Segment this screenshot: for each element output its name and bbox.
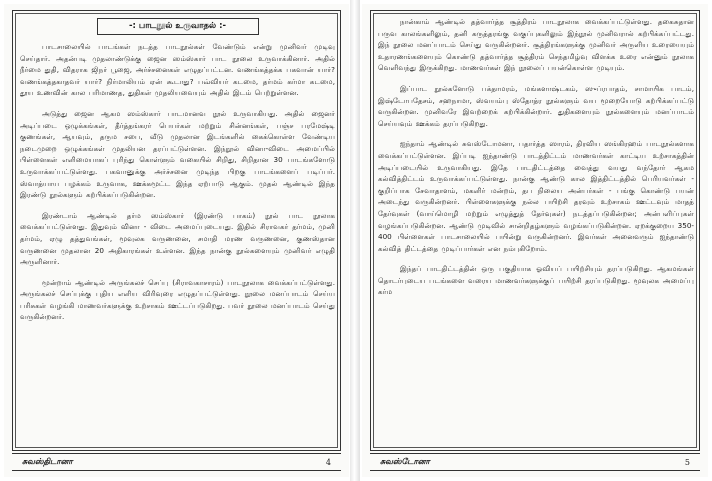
book-spine (350, 0, 360, 481)
left-paragraph-4: மூன்றாம் ஆண்டில் அருங்கலச் செப்பு (சிராவகாசாரம்) பாடநூலாக வைக்கப்பட்டுள்ளது. அருங்கலச் செப்புக்கு புதிய எளிய விரிவுரை எழுதப்பட்டுள்ளது. நூலை மனப்பாடம் செய்ய பரிசுகள் வழங்கி மாணவர்களுக்கு உற்சாகம் ஊட்டப்படுகிறது. பவர் நூலை மனப்பாடம் செய்து வருகின்றனர். (20, 277, 335, 322)
left-paragraph-3: இரண்டாம் ஆண்டில் தர்ம ஸம்ஸ்கார் (இரண்டு பாகம்) நூல் பாட நூலாக வைக்கப்பட்டுள்ளது. இதுவும் வினா - விடை அமைப்புடையது. இதில் சிராவகர் தர்மம், முனி தர்மம், ஏழு தத்துவங்கள், மூவுலக வருணனை, சமாதி மரண வருணனை, குணஸ்தான வருணனை முதலான 20 அதிகாரங்கள் உள்ளன. இந்த நான்கு நூல்களையும் முனிவர் எழுதி அருளினார். (20, 210, 335, 267)
right-paragraph-4: இந்தப் பாடதிட்டத்தின் ஒரு பகுதியாக ஓவியப் பயிற்சியும் தரப்படுகிறது. ஆகமங்கள் தொடர்புடைய படங்களை வரைய மாணவர்களுக்குப் பயிற்சி தரப்படுகிறது. மூவுலக அமைப்பு கர்ம (378, 264, 694, 297)
left-page (4, 4, 349, 477)
page-number: 4 (325, 457, 331, 467)
right-page-content (378, 16, 694, 447)
left-paragraph-2: அடுத்து ஜைன ஆகம ஸம்ஸ்கார் பாடமானவ நூல் உருவாகியது. அதில் ஜைனர் அடிப்படை ஒழுக்கங்கள், தீர்த்தங்கரர் பெயர்கள் மற்றும் சின்னங்கள், பஞ்ச பரமேஷ்டி குணங்கள், ஆயவும், தரும சபை, வீடு முதலான இடங்களில் கைக்கொள்ள வேண்டிய நடைமுறை ஒழுக்கங்கள் முதலியன தரப்பட்டுள்ளன. இந்நூல் வினா-விடை அமைப்பில் பிள்ளைகள் எளிமையாகப் புரிந்து கொள்ளும் வகையில் சிறிது, சிறிதான 30 பாடங்களோடு உருவாக்கப்பட்டுள்ளது. பகவானுக்கு அர்ச்சனை முடிந்த பிறகு பாடங்களைப் படிப்பர். ஸ்வாத்யாய பழக்கம் உருவாக, ஊக்கமூட்ட இந்த ஏற்பாடு ஆகும். முதல் ஆண்டில் இந்த இரண்டு நூல்களும் கற்பிக்கப்படுகின்றன. (20, 108, 335, 200)
page-number: 5 (684, 457, 690, 467)
left-page-content (20, 16, 335, 447)
right-page (362, 4, 708, 477)
section-title: -: பாடநூல் உருவாதல் :- (97, 18, 259, 35)
left-footer (12, 453, 341, 471)
right-footer (370, 453, 700, 471)
right-paragraph-2: இப்பாட நூல்களோடு பக்தாமரம், மங்களாஷ்டகம், ஸுப்ரபாதம், சாமாயிக பாடம், இஷ்டோபதேசம், சஹநாமா, ஸ்வயம்பு ஸ்தோத்ர நூல்களும் வய மூறையோடு கற்பிக்கப்பட்டு வருகின்றன. முனிவரே இவற்றைக் கற்பிக்கின்றார். துதிகளையும் நூல்களையும் மனப்பாடம் செய்யவும் ஊக்கம் தரப்படுகிறது. (378, 83, 694, 128)
left-paragraph-1: பாடசாலையில் பாடங்கள் நடத்த பாடநூல்கள் வேண்டும் என்று முனிவர் முடிவு செய்தார். அதன்படி முதலாண்டுக்கு ஜைன ஸம்ஸ்கார் பாட நூலை உருவாக்கினார். அதில் நீர்மை துதி, விதராக ஜிநர் பூஜை, அர்ச்சனைகள் எழுதப்பட்டன. வணங்கத்தக்க பகவான் யார்? வணங்கத்தகாதவர் யார்? நிர்மாலியம் ஏன் கூடாது? பவ்வியர் கடமை, தர்மம் கர்மா கடமை, தூய உணவின் கால பரிமாணத, துதிகள் முதலியவையும் அதில் இடம் பெற்றுள்ளன. (20, 42, 335, 98)
right-paragraph-3: ஐந்தாம் ஆண்டில் சுவஸ்டோமனா, பதார்த்த ஸாரம், திரவிய ஸங்கிரஹம் பாடநூல்களாக வைக்கப்பட்டுள்ளன. இப்படி ஐந்தாண்டு பாடத்திட்டம் மாணவர்கள் காட்டிய உற்சாகத்தின் அடிப்படையில் உருவாகியது. இதே பாடதிட்டத்தை வைத்து வயது வந்தோர் ஆகம கல்வித்திட்டம் உருவாக்கப்பட்டுள்ளது. நான்கு ஆண்டு கால இத்திட்டத்தில் பெரியவர்கள் - குறிப்பாக சேவாதாளம், மகளிர் மன்றம், தப நிலைய அன்பர்கள் - பங்கு கொண்டு பயன் அடைந்து வருகின்றனர். பிள்ளைகளுக்கு நல்ல பயிற்சி தரவும் உற்சாகம் ஊட்டவும் மாதத் தேர்வுகள் (வாய்மொழி மற்றும் எழுத்துத் தேர்வுகள்) நடத்தப்படுகின்றன; அன்பளிப்புகள் வழங்கப்படுகின்றன. ஆண்டு முடிவில் சான்றிதழ்களும் வழங்கப்படுகின்றன. ஏறக்குறைய 350-400 பிள்ளைகள் பாடசாலையில் பயின்று வருகின்றனர். இவர்கள் அனைவரும் ஐந்தாண்டு கல்வித் திட்டத்தை முடிப்பார்கள் என நம்புகிறோம். (378, 139, 694, 253)
footer-publication-name: சுவஸ்டோனா (380, 457, 430, 466)
footer-publication-name: சுவஸ்திடானா (22, 457, 73, 466)
right-paragraph-1: நான்காம் ஆண்டில் தத்வார்த்த சூத்திரம் பாடநூலாக வைக்கப்பட்டுள்ளது. தகைசுதான பருவ காலங்களிலும், தனி கருத்தரங்கு வகுப்புகளிலும் இந்நூல் முனிவரால் கற்பிக்கப்பட்டது. இந் நூலை மனப்பாடம் செய்து வருகின்றனர். சூத்திரங்களுக்கு முனிவர் அருளிய உரையையும் உதாரணங்களையும் கொண்டு தத்வார்த்த சூத்திரம் செந்தமிழ்வு விளக்க உரை என்னும் நூலாக வெளிவந்து இருக்கிறது. மாணவர்கள் இந் நூலைப் பயன்கொள்ள முடியும். (378, 17, 694, 73)
